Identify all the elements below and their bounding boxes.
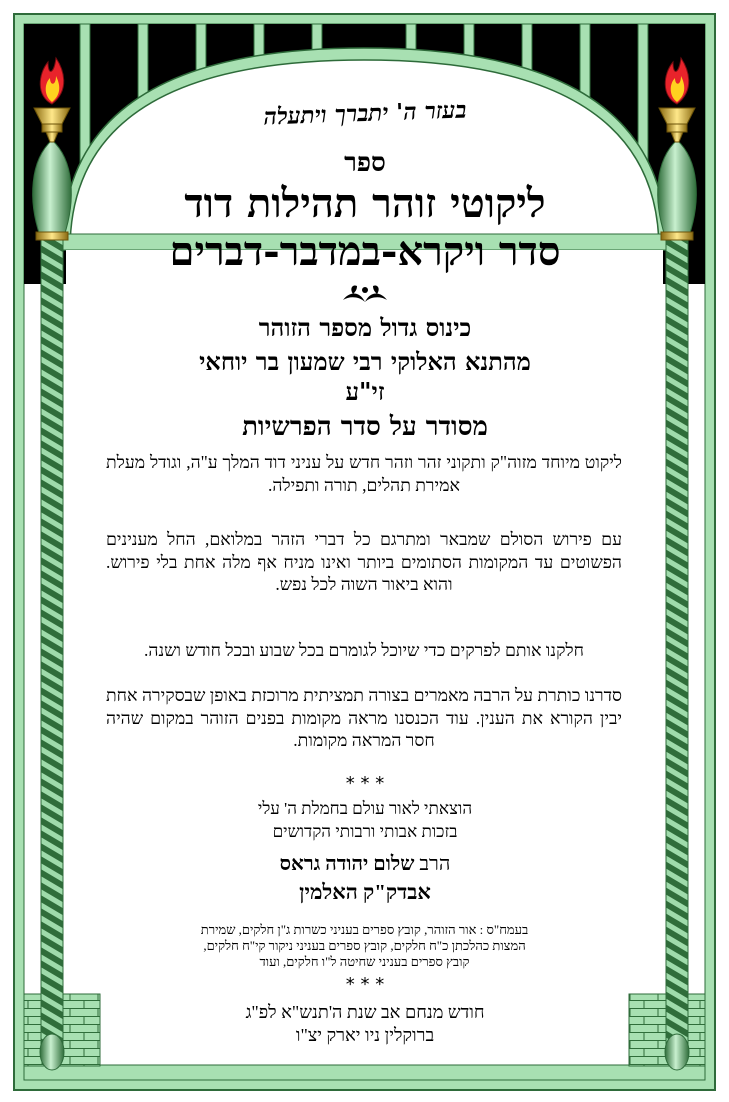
subtitle-line-2: מהתנא האלוקי רבי שמעון בר יוחאי [199, 347, 531, 376]
author-works-line-2: המצות כהלכתן כ"ח חלקים, קובץ ספרים בעניני ניקור קי"ח חלקים, [203, 938, 526, 953]
description-paragraph-3: חלקנו אותם לפרקים כדי שיוכל לגומרם בכל שבוע ובכל חודש ושנה. [144, 640, 584, 660]
location-line: ברוקלין ניו יארק יצ"ו [295, 1025, 435, 1045]
subtitle-line-1: כינוס גדול מספר הזוהר [258, 313, 472, 342]
description-paragraph-1: ליקוט מיוחד מזוה"ק ותקוני זהר וזהר חדש על עניני דוד המלך ע"ה, וגודל מעלת אמירת תהלים, תורה ותפילה. [106, 452, 622, 495]
author-line [150, 853, 580, 876]
title-line-1: ליקוטי זוהר תהילות דוד [184, 180, 546, 227]
book-label: ספר [344, 148, 386, 178]
publish-line-2: בזכות אבותי ורבותי הקדושים [272, 822, 458, 841]
date-line: חודש מנחם אב שנת ה'תנש"א לפ"ג [245, 1002, 485, 1022]
separator-stars-2: * * * [345, 974, 385, 995]
description-paragraph-4: סדרנו כותרת על הרבה מאמרים בצורה תמציתית מרוכזת באופן שבסקירה אחת יבין הקורא את הענין. עוד הכנסנו מראה מקומות בפנים הזוהר במקום שהיה חסר המראה מקומות. [106, 685, 622, 750]
publish-line-1: הוצאתי לאור עולם בחמלת ה' עלי [257, 799, 473, 818]
blessing-line: בעזר ה' יתברך ויתעלה [263, 96, 467, 131]
subtitle-line-3: זי"ע [345, 377, 385, 406]
separator-stars-1: * * * [345, 773, 385, 794]
description-paragraph-2: עם פירוש הסולם שמבאר ומתרגם כל דברי הזהר במלואם, החל מענינים הפשוטים עד המקומות הסתומים ביותר ואינו מניח אף מלה אחת בלי פירוש. והוא ביאור השוה לכל נפש. [106, 529, 622, 594]
author-works-line-3: קובץ ספרים בעניני שחיטה ל"ו חלקים, ועוד [259, 954, 470, 969]
leaf-ornament-icon [335, 282, 395, 304]
author-name: שלום יהודה גראס [279, 853, 415, 875]
subtitle-line-4: מסודר על סדר הפרשיות [242, 412, 488, 442]
author-rank: אבדק"ק האלמין [299, 880, 431, 904]
author-prefix: הרב [419, 853, 451, 875]
title-line-2: סדר ויקרא-במדבר-דברים [169, 228, 561, 275]
author-works-line-1: בעמח"ס : אור הזוהר, קובץ ספרים בעניני כשרות ג"ן חלקים, שמירת [200, 922, 529, 937]
